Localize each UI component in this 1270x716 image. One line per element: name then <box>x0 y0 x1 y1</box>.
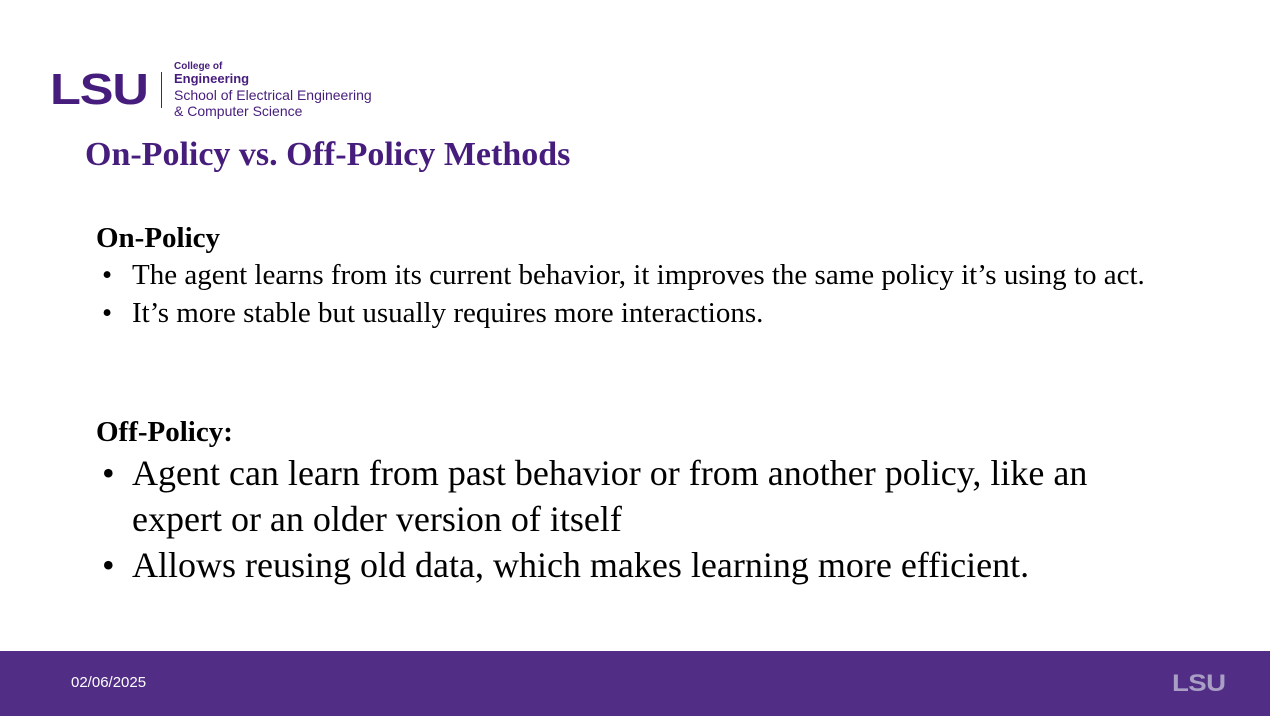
bullet-item: • It’s more stable but usually requires more interactions. <box>96 294 1176 332</box>
bullet-item: • The agent learns from its current behavior, it improves the same policy it’s using to act. <box>96 256 1176 294</box>
logo-cs-text: & Computer Science <box>174 103 303 120</box>
bullet-list <box>96 256 1176 332</box>
logo-divider <box>161 72 162 108</box>
lsu-college-logo <box>50 57 372 123</box>
on-policy-section <box>96 220 1176 332</box>
bullet-item: • Agent can learn from past behavior or from another policy, like an expert or an older version of itself <box>96 450 1176 542</box>
logo-school-text: School of Electrical Engineering <box>174 87 372 104</box>
lsu-logo-mark: LSU <box>50 65 148 114</box>
bullet-list <box>96 450 1176 588</box>
footer-bar <box>0 651 1270 716</box>
logo-engineering-text: Engineering <box>174 71 250 87</box>
logo-college-text: College of <box>174 60 223 72</box>
slide-title: On-Policy vs. Off-Policy Methods <box>85 136 571 173</box>
footer-lsu-logo: LSU <box>1172 670 1226 697</box>
logo-text <box>174 61 372 120</box>
section-heading: Off-Policy: <box>96 416 233 448</box>
off-policy-section <box>96 414 1176 588</box>
slide-date: 02/06/2025 <box>71 674 147 691</box>
bullet-item: • Allows reusing old data, which makes learning more efficient. <box>96 542 1176 588</box>
section-heading: On-Policy <box>96 222 221 254</box>
